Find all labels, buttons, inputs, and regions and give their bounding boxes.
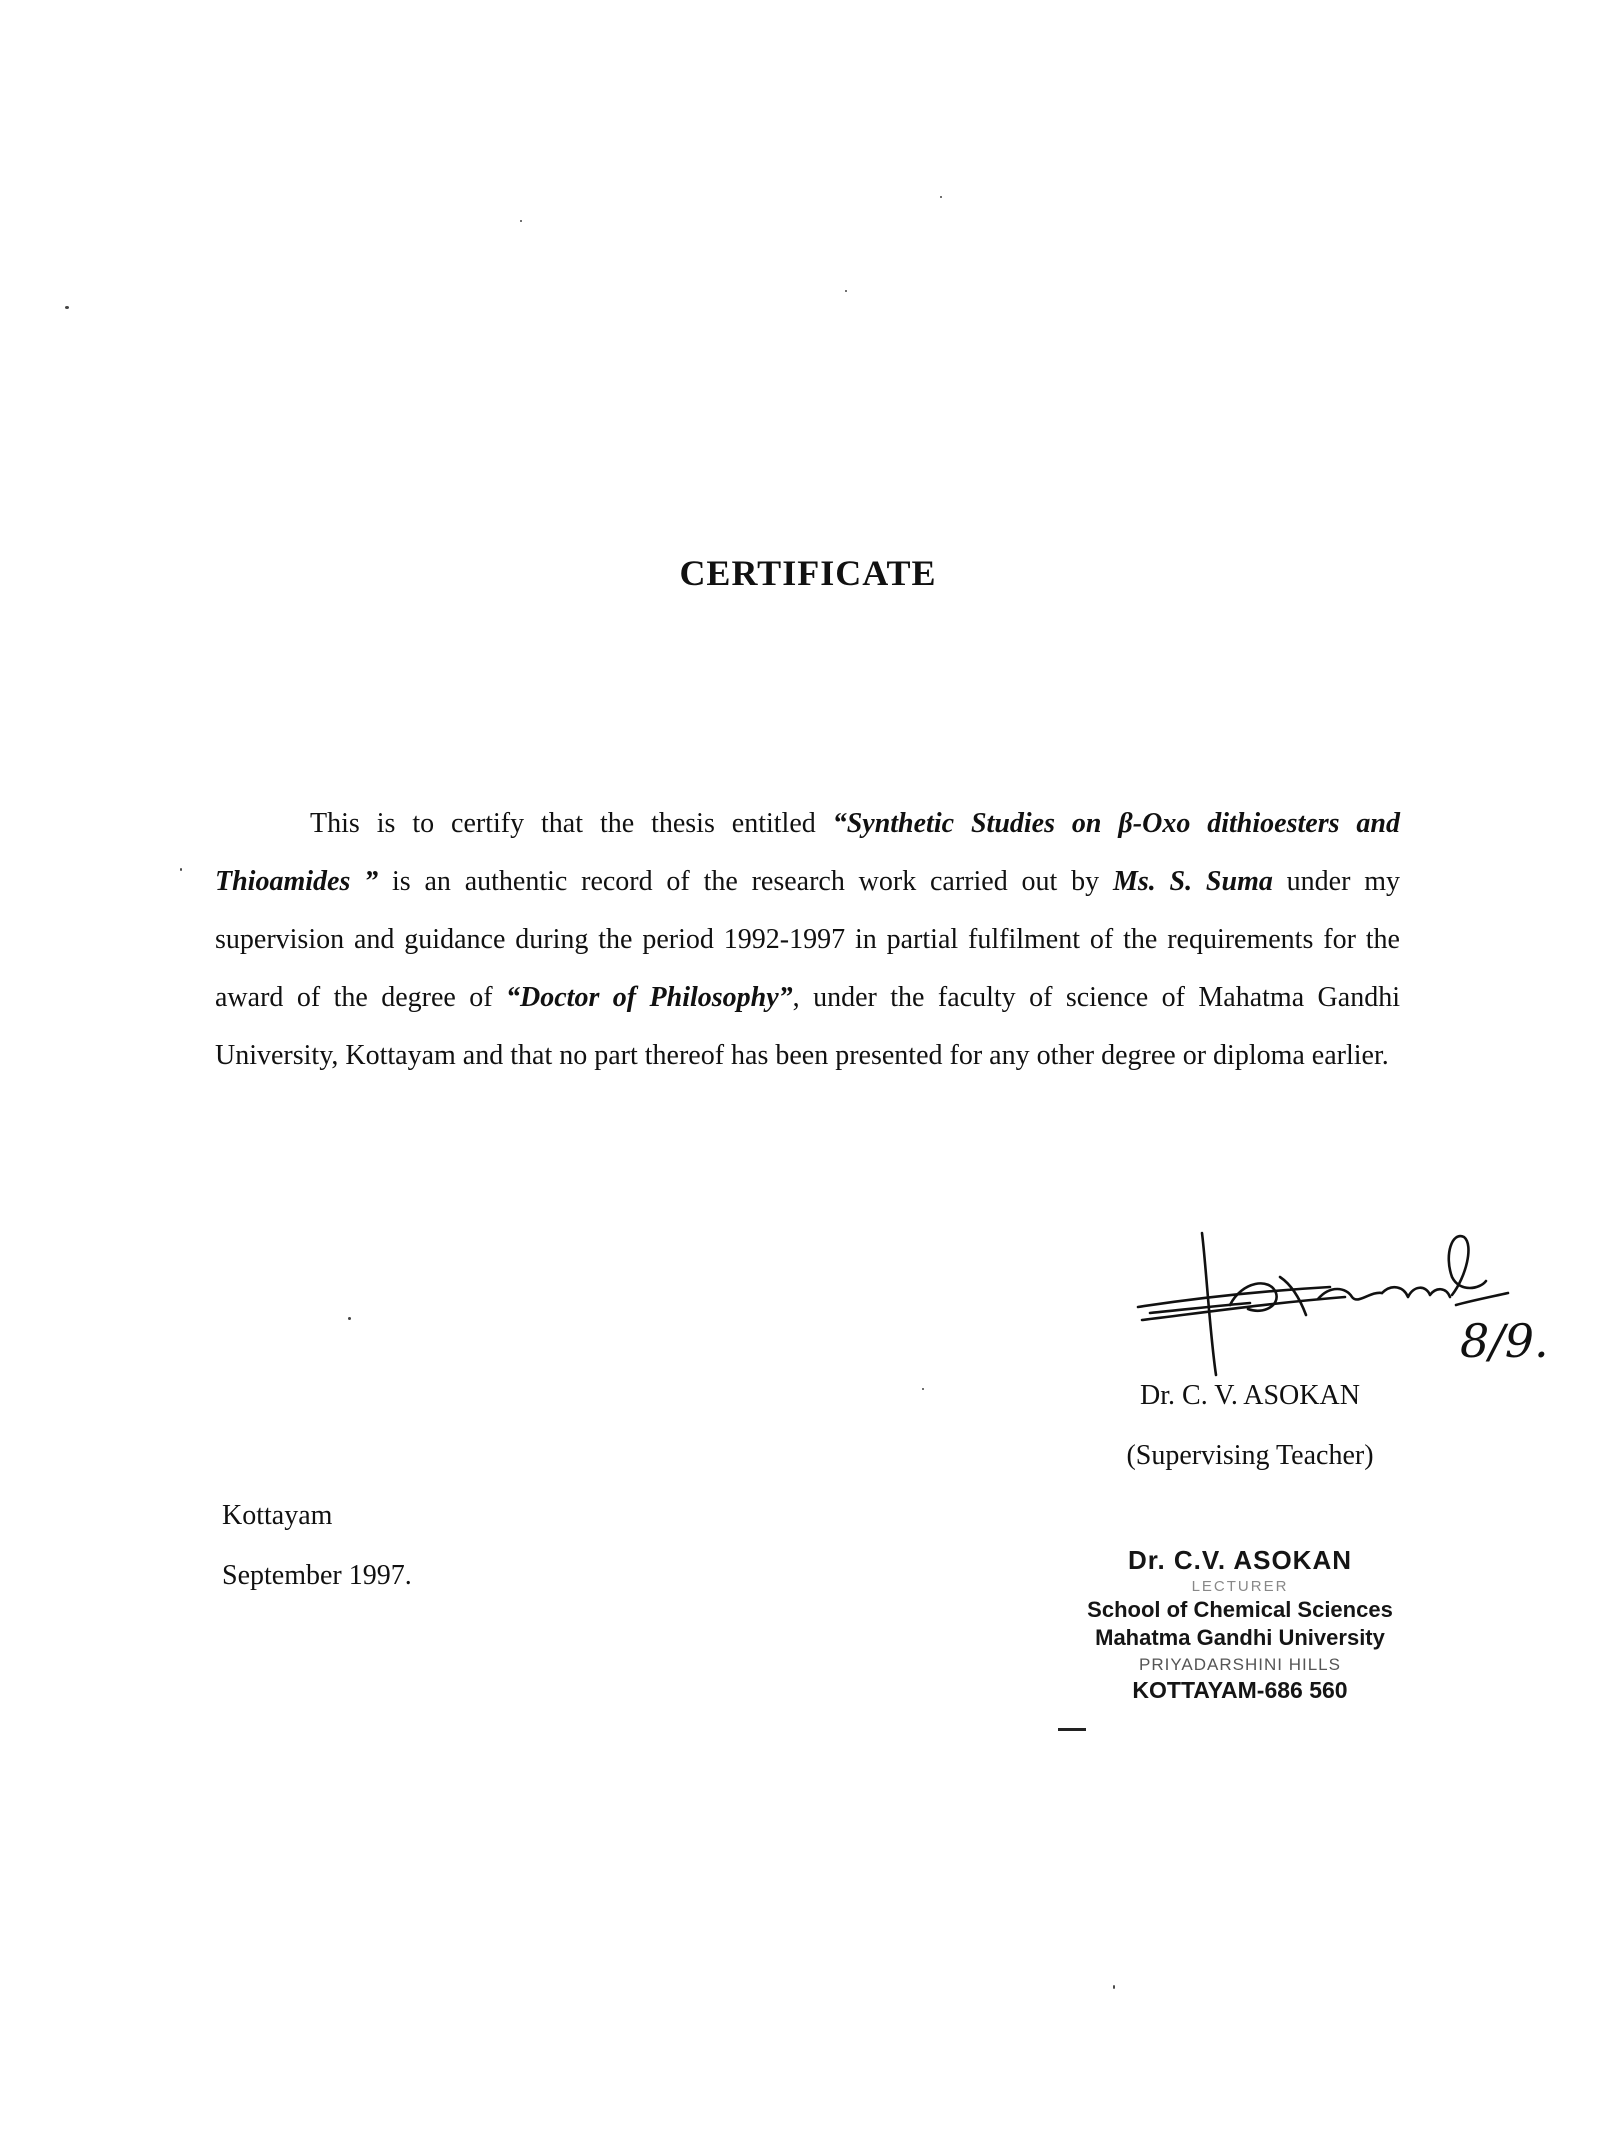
stamp-university: Mahatma Gandhi University bbox=[1095, 1625, 1385, 1650]
scan-speck bbox=[845, 290, 847, 292]
official-stamp bbox=[1050, 1545, 1430, 1704]
stamp-city: KOTTAYAM-686 560 bbox=[1132, 1677, 1348, 1703]
supervisor-role: (Supervising Teacher) bbox=[1126, 1440, 1374, 1471]
stamp-name: Dr. C.V. ASOKAN bbox=[1127, 1545, 1352, 1575]
thesis-title: “Synthetic Studies on β-Oxo dithioesters and Thioamides ” bbox=[215, 808, 1400, 897]
supervisor-name: Dr. C. V. ASOKAN bbox=[1140, 1380, 1360, 1411]
stamp-campus: PRIYADARSHINI HILLS bbox=[1139, 1655, 1341, 1674]
scan-speck bbox=[1113, 1985, 1115, 1989]
body-text-intro: This is to certify that the thesis entitled bbox=[310, 808, 833, 839]
signature-date: 8/9. bbox=[1460, 1314, 1549, 1368]
scan-speck bbox=[348, 1317, 351, 1320]
body-text-closing: , under the faculty of science of Mahatma Gandhi University, Kottayam and that no part thereof has been presented for any other degree or diploma earlier. bbox=[215, 982, 1400, 1071]
body-text-record: is an authentic record of the research work carried out by bbox=[378, 866, 1113, 897]
body-text-supervision: under my supervision and guidance during the period 1992-1997 in partial fulfilment of the requirements for the award of the degree of bbox=[215, 866, 1401, 1013]
stamp-title: LECTURER bbox=[1191, 1578, 1289, 1595]
candidate-name: Ms. S. Suma bbox=[1112, 866, 1273, 897]
date: September 1997. bbox=[222, 1560, 412, 1591]
certificate-title: CERTIFICATE bbox=[679, 553, 937, 593]
stamp-dash bbox=[1058, 1728, 1086, 1731]
scan-speck bbox=[520, 220, 522, 222]
certificate-body bbox=[215, 795, 1400, 1085]
scan-speck bbox=[940, 196, 942, 198]
degree-name: “Doctor of Philosophy” bbox=[506, 982, 793, 1013]
scan-speck bbox=[922, 1388, 924, 1390]
scan-speck bbox=[65, 306, 69, 309]
stamp-school: School of Chemical Sciences bbox=[1087, 1597, 1393, 1622]
scan-speck bbox=[180, 868, 182, 871]
handwritten-signature bbox=[1130, 1225, 1570, 1380]
place: Kottayam bbox=[222, 1500, 333, 1531]
